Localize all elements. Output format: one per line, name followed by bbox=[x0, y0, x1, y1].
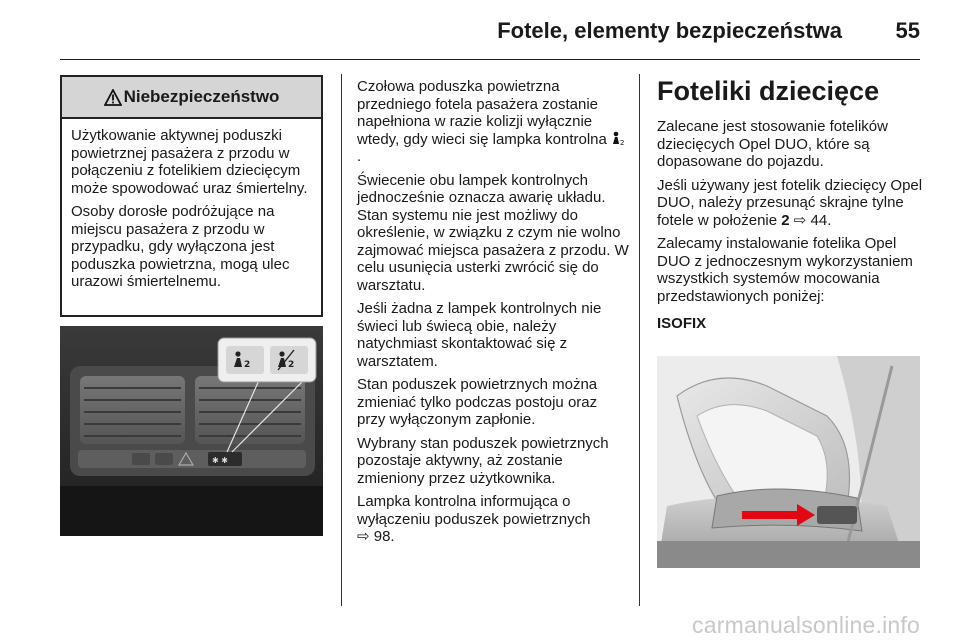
paragraph bbox=[657, 177, 927, 230]
danger-paragraph: Osoby dorosłe podróżujące na miejscu pasażera z przodu w przypadku, gdy wyłączona jest poduszka powietrzna, mogą ulec urazowi śmiertelnemu. bbox=[71, 203, 290, 290]
svg-text:2: 2 bbox=[244, 360, 251, 370]
danger-paragraph: Użytkowanie aktywnej poduszki powietrznej pasażera z przodu w połączeniu z fotelikiem dziecięcym może spowodować uraz śmiertelny. bbox=[71, 127, 308, 197]
danger-box-body bbox=[62, 119, 321, 291]
page-reference[interactable]: 98. bbox=[373, 528, 395, 545]
danger-box bbox=[60, 75, 323, 317]
isofix-photo bbox=[657, 356, 920, 568]
paragraph: Wybrany stan poduszek powietrznych pozostaje aktywny, aż zostanie zmieniony przez użytkownika. bbox=[357, 434, 609, 487]
paragraph: Świecenie obu lampek kontrolnych jednocześnie oznacza awarię układu. Stan systemu nie jest możliwy do określenie, w związku z czym nie wolno zajmować miejsca pasażera z przodu. W celu usunięcia usterki zwrócić się do warsztatu. bbox=[357, 171, 629, 294]
danger-box-header bbox=[62, 77, 321, 119]
paragraph-text: . bbox=[357, 148, 362, 165]
watermark: carmanualsonline.info bbox=[692, 612, 920, 638]
column-divider bbox=[341, 74, 342, 606]
svg-text:✱ ✱: ✱ ✱ bbox=[212, 456, 228, 465]
page-reference-arrow-icon: ⇨ bbox=[793, 211, 807, 229]
page-reference-arrow-icon: ⇨ bbox=[357, 528, 370, 545]
paragraph-text: Jeśli używany jest fotelik dziecięcy Opel DUO, należy przesunąć skrajne tylne fotele w położenie bbox=[657, 176, 923, 229]
column-divider bbox=[639, 74, 640, 606]
dashboard-vents-illustration bbox=[60, 326, 323, 536]
paragraph bbox=[357, 493, 629, 546]
warning-triangle-icon bbox=[104, 89, 122, 106]
svg-text:2: 2 bbox=[288, 360, 295, 370]
right-column bbox=[657, 74, 927, 339]
paragraph: Stan poduszek powietrznych można zmieniać tylko podczas postoju oraz przy wyłączonym zapłonie. bbox=[357, 376, 598, 428]
section-title: Fotele, elementy bezpieczeństwa bbox=[497, 18, 842, 43]
passenger-airbag-icon bbox=[611, 131, 626, 146]
header-divider bbox=[60, 59, 920, 60]
paragraph: Zalecamy instalowanie fotelika Opel DUO z jednoczesnym wykorzystaniem wszystkich systemów mocowania przedstawionych poniżej: bbox=[657, 235, 913, 305]
danger-box-title: Niebezpieczeństwo bbox=[123, 87, 280, 106]
paragraph: Zalecane jest stosowanie fotelików dziecięcych Opel DUO, które są dopasowane do pojazdu. bbox=[657, 118, 888, 170]
middle-column bbox=[357, 78, 629, 552]
paragraph: Jeśli żadna z lampek kontrolnych nie świeci lub świecą obie, należy natychmiast skontaktować się z warsztatem. bbox=[357, 300, 602, 370]
page-number: 55 bbox=[895, 18, 920, 43]
airbag-indicator-photo bbox=[60, 326, 323, 536]
child-seat-illustration bbox=[657, 356, 920, 568]
paragraph bbox=[357, 78, 629, 166]
page-reference[interactable]: 44. bbox=[810, 211, 832, 229]
svg-text:2: 2 bbox=[620, 138, 625, 146]
position-number: 2 bbox=[781, 211, 790, 229]
subheading: ISOFIX bbox=[657, 315, 707, 332]
section-heading: Foteliki dziecięce bbox=[657, 76, 880, 106]
paragraph-text: Lampka kontrolna informująca o wyłączeniu poduszek powietrznych bbox=[357, 493, 591, 528]
paragraph-text: Czołowa poduszka powietrzna przedniego fotela pasażera zostanie napełniona w razie kolizji wyłącznie wtedy, gdy wieci się lampka kontrolna bbox=[357, 78, 607, 148]
page-header bbox=[0, 0, 960, 62]
